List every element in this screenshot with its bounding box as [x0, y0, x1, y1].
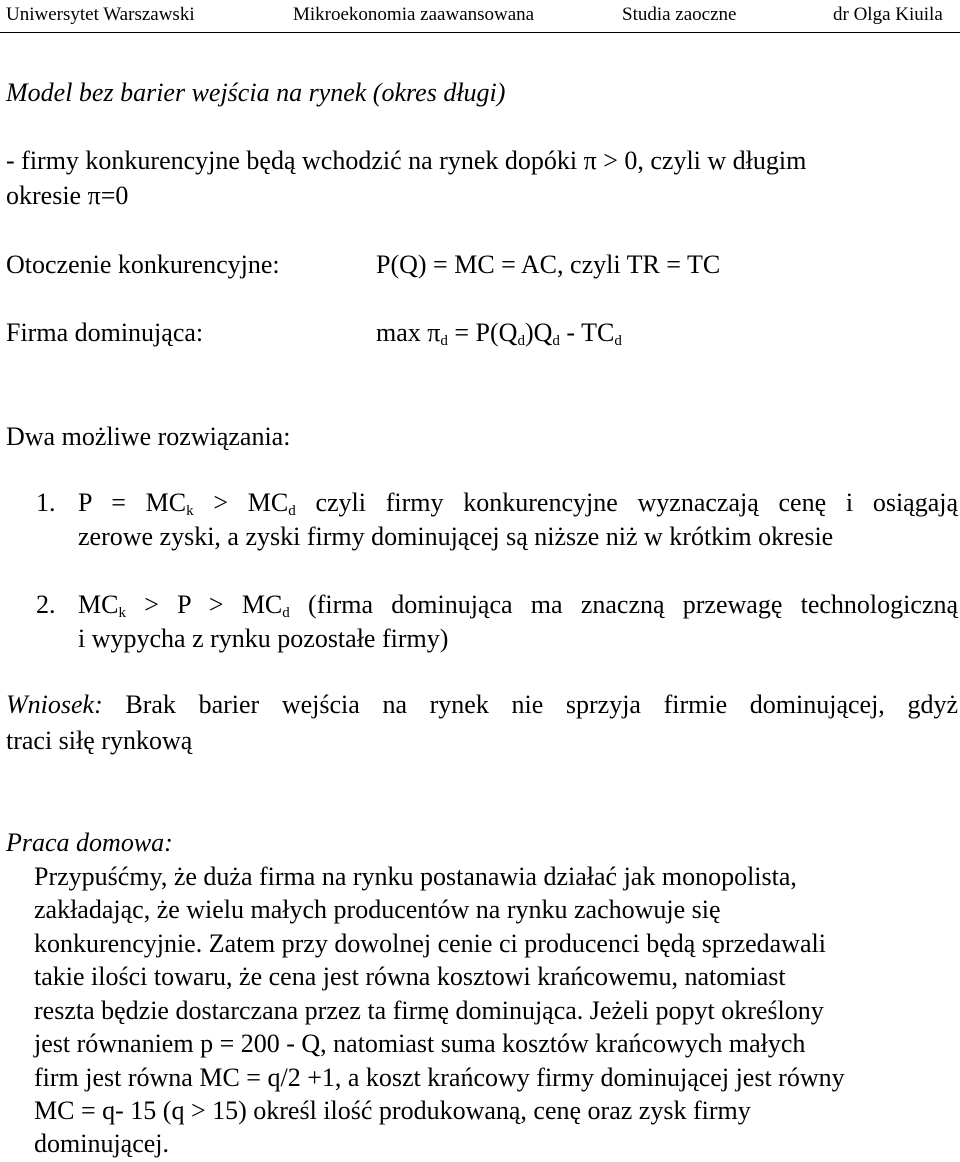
dominant-equation: $\max \pi_d = P(Q_d)Q_d - TC_d$: [376, 318, 622, 349]
section-title: Model bez barier wejścia na rynek (okres długi): [6, 78, 506, 107]
header-university: Uniwersytet Warszawski: [6, 4, 195, 25]
homework-line-8: MC = q- 15 (q > 15) określ ilość produkowaną, cenę oraz zysk firmy: [34, 1096, 751, 1125]
solutions-heading: Dwa możliwe rozwiązania:: [6, 422, 291, 451]
homework-line-4: takie ilości towaru, że cena jest równa kosztowi krańcowemu, natomiast: [34, 962, 786, 991]
homework-line-1: Przypuśćmy, że duża firma na rynku postanawia działać jak monopolista,: [34, 862, 797, 891]
competitive-label: Otoczenie konkurencyjne:: [6, 250, 280, 279]
homework-line-3: konkurencyjnie. Zatem przy dowolnej cenie ci producenci będą sprzedawali: [34, 929, 826, 958]
solution-2-line-2: i wypycha z rynku pozostałe firmy): [78, 624, 449, 653]
homework-line-5: reszta będzie dostarczana przez ta firmę dominująca. Jeżeli popyt określony: [34, 996, 824, 1025]
homework-line-6: jest równaniem p = 200 - Q, natomiast suma kosztów krańcowych małych: [34, 1029, 806, 1058]
homework-line-7: firm jest równa MC = q/2 +1, a koszt krańcowy firmy dominującej jest równy: [34, 1063, 845, 1092]
header-course: Mikroekonomia zaawansowana: [293, 4, 535, 25]
dominant-label: Firma dominująca:: [6, 318, 204, 347]
solution-1-line-2: zerowe zyski, a zyski firmy dominującej są niższe niż w krótkim okresie: [78, 522, 834, 551]
homework-line-9: dominującej.: [34, 1129, 170, 1158]
solution-2-number: 2.: [36, 590, 56, 619]
header-lecturer: dr Olga Kiuila: [833, 4, 943, 25]
page-header: [0, 0, 960, 33]
conclusion-label: Wniosek:: [6, 690, 103, 719]
homework-label: Praca domowa:: [6, 828, 173, 857]
solution-2-line-1: $MC_k > P > MC_d$ (firma dominująca ma znaczną przewagę technologiczną: [78, 590, 959, 621]
competitive-equation: P(Q) = MC = AC, czyli TR = TC: [376, 250, 721, 279]
header-study-mode: Studia zaoczne: [622, 4, 737, 25]
homework-line-2: zakładając, że wielu małych producentów na rynku zachowuje się: [34, 895, 721, 924]
solution-1-line-1: $P = MC_k > MC_d$ czyli firmy konkurencyjne wyznaczają cenę i osiągają: [78, 488, 959, 519]
conclusion-line-1: Wniosek: Brak barier wejścia na rynek nie sprzyja firmie dominującej, gdyż: [6, 690, 958, 719]
conclusion-line-2: traci siłę rynkową: [6, 726, 193, 755]
solution-1-number: 1.: [36, 488, 56, 517]
intro-line-2: okresie π=0: [6, 181, 129, 210]
intro-line-1: - firmy konkurencyjne będą wchodzić na rynek dopóki π > 0, czyli w długim: [6, 146, 807, 175]
